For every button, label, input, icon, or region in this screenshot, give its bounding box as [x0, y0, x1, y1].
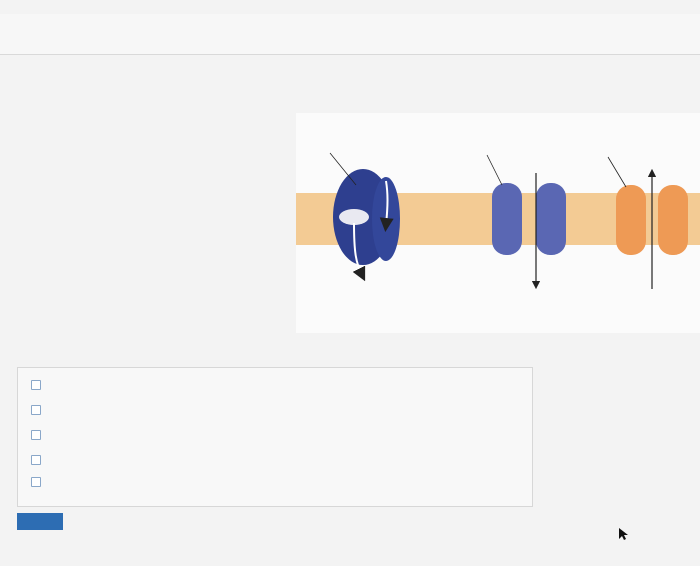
answer-option[interactable] [31, 429, 49, 441]
checkbox[interactable] [31, 405, 41, 415]
answer-option[interactable] [31, 379, 49, 391]
answer-options [17, 367, 533, 507]
checkbox[interactable] [31, 380, 41, 390]
sodium-potassium-pump [333, 169, 400, 265]
answer-option[interactable] [31, 476, 49, 488]
answer-option[interactable] [31, 404, 49, 416]
header-bar [0, 14, 700, 55]
checkbox[interactable] [31, 430, 41, 440]
answer-option[interactable] [31, 454, 49, 466]
mouse-cursor-icon [618, 527, 630, 541]
checkbox[interactable] [31, 455, 41, 465]
submit-button[interactable] [17, 513, 63, 530]
membrane-figure [296, 113, 700, 333]
checkbox[interactable] [31, 477, 41, 487]
membrane-diagram [296, 113, 700, 333]
